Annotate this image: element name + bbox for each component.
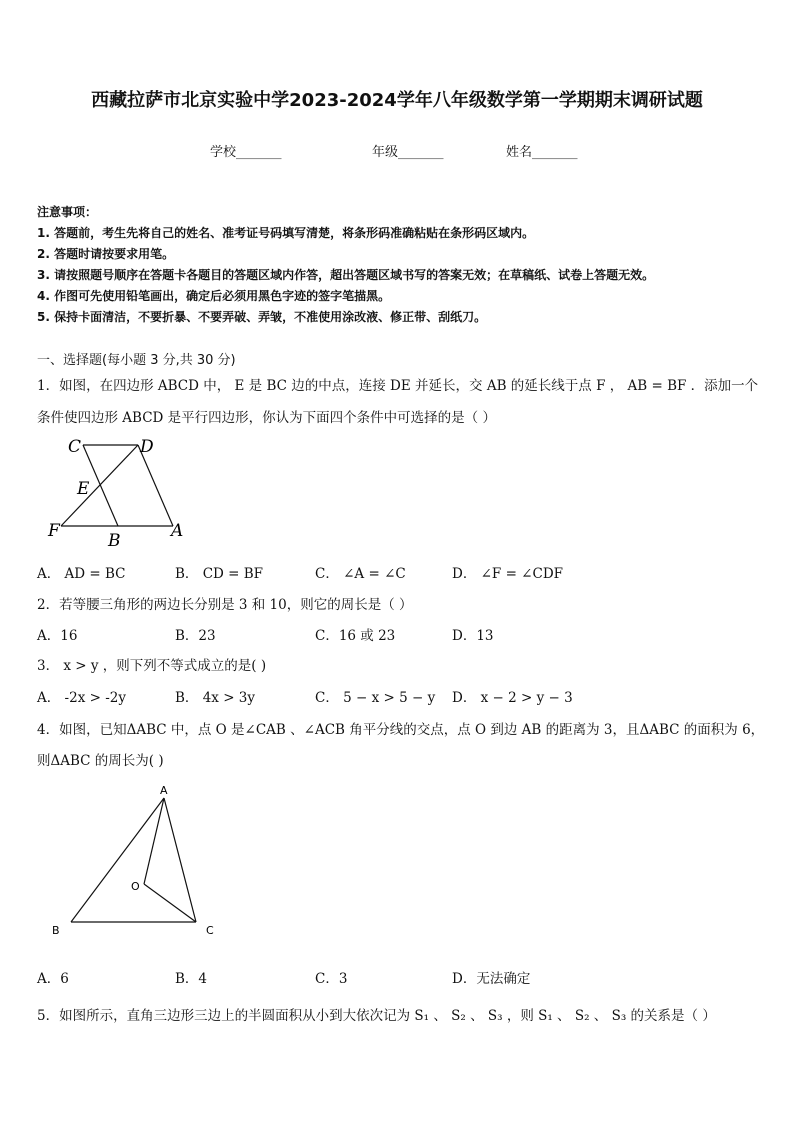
- quadrilateral-figure: [40, 432, 190, 552]
- question-4-text-cont: 则ΔABC 的周长为( ): [37, 753, 164, 769]
- vertex-label-a: A: [160, 784, 168, 797]
- point-label-a: A: [171, 521, 184, 541]
- q4-option-d[interactable]: D．无法确定: [452, 971, 531, 987]
- point-label-c: C: [68, 437, 82, 457]
- question-2-text: 2．若等腰三角形的两边长分别是 3 和 10，则它的周长是（ ）: [37, 597, 413, 613]
- point-label-b: B: [108, 531, 121, 551]
- vertex-label-c: C: [206, 924, 214, 937]
- section-heading: 一、选择题(每小题 3 分,共 30 分): [37, 353, 236, 368]
- vertex-label-b: B: [52, 924, 60, 937]
- notice-item: 2. 答题时请按要求用笔。: [37, 247, 175, 261]
- q4-option-c[interactable]: C．3: [315, 971, 348, 987]
- q3-option-d[interactable]: D． x − 2 > y − 3: [452, 690, 573, 706]
- notice-item: 1. 答题前，考生先将自己的姓名、准考证号码填写清楚，将条形码准确粘贴在条形码区域内。: [37, 226, 535, 240]
- q3-option-c[interactable]: C． 5 − x > 5 − y: [315, 690, 436, 706]
- school-field: 学校_______: [210, 145, 282, 160]
- grade-field: 年级_______: [372, 145, 444, 160]
- notice-heading: 注意事项：: [37, 205, 98, 219]
- question-4-text: 4．如图，已知ΔABC 中，点 O 是∠CAB 、∠ACB 角平分线的交点，点 O 到边 AB 的距离为 3，且ΔABC 的面积为 6，: [37, 722, 765, 738]
- triangle-figure: [40, 780, 230, 945]
- question-3-text: 3． x > y ，则下列不等式成立的是( ): [37, 658, 267, 674]
- q2-option-b[interactable]: B．23: [175, 628, 216, 644]
- q2-option-d[interactable]: D．13: [452, 628, 494, 644]
- q3-option-a[interactable]: A． -2x > -2y: [37, 690, 126, 706]
- q4-option-b[interactable]: B．4: [175, 971, 208, 987]
- q2-option-c[interactable]: C．16 或 23: [315, 628, 396, 644]
- point-label-d: D: [140, 437, 154, 457]
- question-1-text-cont: 条件使四边形 ABCD 是平行四边形，你认为下面四个条件中可选择的是（ ）: [37, 410, 496, 426]
- point-label-o: O: [131, 880, 140, 893]
- notice-item: 4. 作图可先使用铅笔画出，确定后必须用黑色字迹的签字笔描黑。: [37, 289, 391, 303]
- question-5-text: 5．如图所示，直角三边形三边上的半圆面积从小到大依次记为 S₁ 、 S₂ 、 S₃ ，则 S₁ 、 S₂ 、 S₃ 的关系是（ ）: [37, 1008, 716, 1024]
- page-title: 西藏拉萨市北京实验中学2023-2024学年八年级数学第一学期期末调研试题: [91, 90, 703, 111]
- q1-option-c[interactable]: C． ∠A = ∠C: [315, 566, 406, 582]
- name-field: 姓名_______: [506, 145, 578, 160]
- q1-option-a[interactable]: A． AD = BC: [37, 566, 126, 582]
- q1-option-d[interactable]: D． ∠F = ∠CDF: [452, 566, 564, 582]
- notice-item: 3. 请按照题号顺序在答题卡各题目的答题区域内作答，超出答题区域书写的答案无效；在草稿纸、试卷上答题无效。: [37, 268, 655, 282]
- question-1-text: 1．如图，在四边形 ABCD 中， E 是 BC 边的中点，连接 DE 并延长，交 AB 的延长线于点 F ， AB = BF ．添加一个: [37, 378, 759, 394]
- q2-option-a[interactable]: A．16: [37, 628, 78, 644]
- point-label-f: F: [48, 521, 60, 541]
- q4-option-a[interactable]: A．6: [37, 971, 69, 987]
- notice-item: 5. 保持卡面清洁，不要折暴、不要弄破、弄皱，不准使用涂改液、修正带、刮纸刀。: [37, 310, 487, 324]
- q3-option-b[interactable]: B． 4x > 3y: [175, 690, 256, 706]
- point-label-e: E: [77, 479, 90, 499]
- q1-option-b[interactable]: B． CD = BF: [175, 566, 264, 582]
